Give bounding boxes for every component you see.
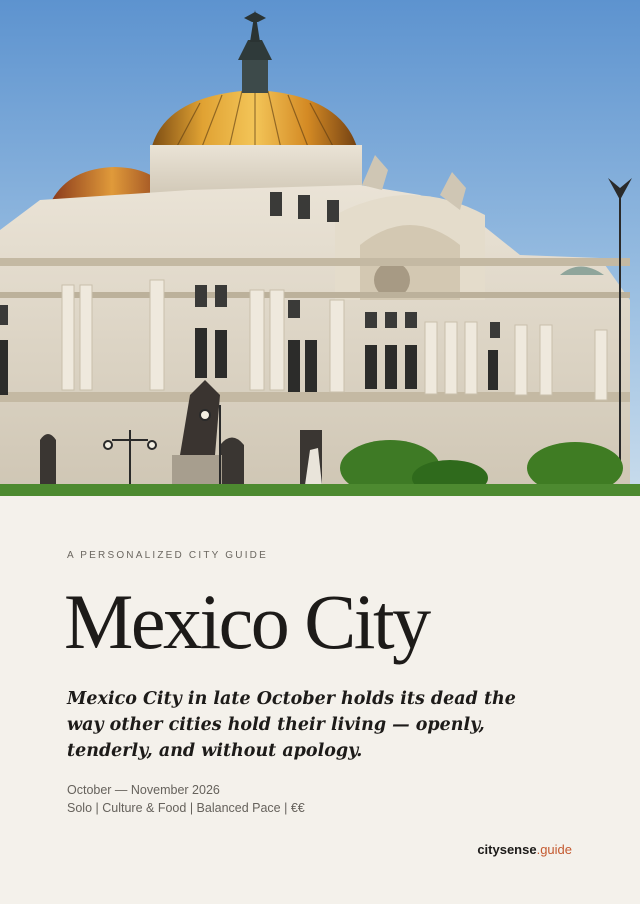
brand-name: citysense [477,842,537,857]
preference-travel-style: Solo [67,801,93,815]
city-tagline: Mexico City in late October holds its dead the way other cities hold their living — openly, tenderly, and without apology. [67,689,516,761]
guide-eyebrow: A PERSONALIZED CITY GUIDE [67,550,268,561]
brand-tld: .guide [536,842,572,857]
preference-interests: Culture & Food [102,801,187,815]
brand-logo [477,842,572,857]
separator: | [189,801,197,815]
trip-preferences [67,801,305,815]
separator: | [95,801,103,815]
preference-pace: Balanced Pace [196,801,281,815]
trip-dates: October — November 2026 [67,783,220,797]
separator: | [284,801,291,815]
city-title: Mexico City [64,578,429,665]
preference-budget: €€ [290,801,305,815]
